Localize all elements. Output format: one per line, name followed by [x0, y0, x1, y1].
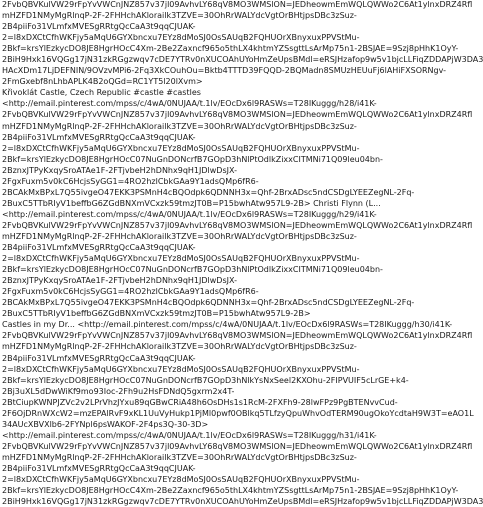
text-line: 2FmGxebf8nLhbAPLK4B2oQGd=RC1YT5l20lXvm>	[2, 77, 203, 87]
link-continuation-line[interactable]: mHZFD1NMyMgRlnqP-2F-2FHHchAKlorailk3TZVE=30OhRrWALYdcVgtOrBHtjpsDBc3zSuz-	[2, 452, 357, 462]
link-continuation-line[interactable]: mHZFD1NMyMgRlnqP-2F-2FHHchAKlorailk3TZVE=30OhRrWALYdcVgtOrBHtjpsDBc3zSuz-	[2, 121, 357, 131]
link-continuation-line[interactable]: 2FvbQBVKulVW29rFpYvVWCnJNZ857v37jl09AvhvLY68qV8MO3WMSlON=JEDheowmEmWQLQWWo2C6At1ylnxDRZ4Rfl	[2, 331, 473, 341]
link-continuation-line[interactable]: 2=l8xDXCtCfhWKFjy5aMqU6GYXbncxu7EYz8dMoSJ0OsSAUqB2FQHUOrXBnyxuxPPVStMu-	[2, 364, 360, 374]
link-continuation-line[interactable]: 2B4piiFo31VLmfxMVESgRRtgQcCaA3t9qqCJUAK-	[2, 22, 196, 32]
link-continuation-line[interactable]: 2BCAkMxBPxL7Q55ivgeO47EKK3PSMnH4cBQOdpk6QDNNH3x=Qhf-2BrxADsc5ndCSDgLYEEZegNL-2Fq-	[2, 298, 415, 308]
link-continuation-line[interactable]: 2B4piiFo31VLmfxMVESgRRtgQcCaA3t9qqCJUAK-	[2, 463, 196, 473]
link-continuation-line[interactable]: HAcXDm17LjDEFNIN/9OVzvMPi6-2Fq3XkCOuhOu=Bktb4TTTD39FQQD-2BQMadn8SMUzHEUuFj6lAHiFXSORNgv-	[2, 66, 447, 76]
link-continuation-line[interactable]: 2=l8xDXCtCfhWKFjy5aMqU6GYXbncxu7EYz8dMoSJ0OsSAUqB2FQHUOrXBnyxuxPPVStMu-	[2, 475, 360, 485]
link-continuation-line[interactable]: 2FvbQBVKulVW29rFpYvVWCnJNZ857v37jl09AvhvLY68qV8MO3WMSlON=JEDheowmEmWQLQWWo2C6At1ylnxDRZ4Rfl	[2, 110, 473, 120]
link-line[interactable]: <http://email.pinterest.com/mpss/c/4wA/0NUJAA/t.1lv/EOcDx6l9RASWs=T28IKuggg/h31/i41K-	[2, 430, 377, 440]
link-continuation-line[interactable]: 2FvbQBVKulVW29rFpYvVWCnJNZ857v37jl09AvhvLY68qV8MO3WMSlON=JEDheowmEmWQLQWWo2C6At1ylnxDRZ4Rfl	[2, 220, 473, 230]
link-continuation-line[interactable]: 2Bkf=krsYlEzkycDO8JE8HgrHOcC4Xm-2Be2Zaxncf965o5thLX4khtmYZSsgttLsArMp75n1-2BSJAE=9Szj8pHhK1OyY-	[2, 486, 459, 496]
text-line: 2BiH9Hxk16VQGg17jN31zkRGgzwqv7cDE7YTRv0nXUCOAhUYoHmZeUpsBMdl=eRSJHzafop9w5v1bjcLLFiqZDDAPjW3DA3	[2, 55, 483, 65]
link-continuation-line[interactable]: mHZFD1NMyMgRlnqP-2F-2FHHchAKlorailk3TZVE=30OhRrWALYdcVgtOrBHtjpsDBc3zSuz-	[2, 231, 357, 241]
text-line: 2BuxC5TTbRIyV1beffbG6ZGdBNXmVCxzk59tmzJT0B=P15bwhAtw957L9-2B> Christi Flynn (L...	[2, 198, 381, 208]
link-continuation-line[interactable]: 2BznxJTPyKxqySroATAe1F-2FTjvbeH2hDNhx9qH1JDlwDsJX-	[2, 165, 237, 175]
link-continuation-line[interactable]: 2B4piiFo31VLmfxMVESgRRtgQcCaA3t9qqCJUAK-	[2, 353, 196, 363]
link-continuation-line[interactable]: 2B4piiFo31VLmfxMVESgRRtgQcCaA3t9qqCJUAK-	[2, 243, 196, 253]
link-continuation-line[interactable]: 2Bkf=krsYlEzkycDO8JE8HgrHOcC07NuGnDONcrfB7GOpD3hNlPtOdlkZixxCITMNi71Q09leu04bn-	[2, 154, 383, 164]
link-continuation-line[interactable]: 2FgxFuxm5v0kC6HcjsSyGG1=4RO2hzlCbkGAa9Y1adsQMp6fR6-	[2, 287, 259, 297]
link-continuation-line[interactable]: 2Bkf=krsYlEzkycDO8JE8HgrHOcC07NuGnDONcrfB7GOpD3hNlPtOdlkZixxCITMNi71Q09leu04bn-	[2, 265, 383, 275]
link-line[interactable]: <http://email.pinterest.com/mpss/c/4wA/0NUJAA/t.1lv/EOcDx6l9RASWs=T28IKuggg/h28/i41K-	[2, 99, 377, 109]
link-line[interactable]: Castles in my Dr... <http://email.pinterest.com/mpss/c/4wA/0NUJAA/t.1lv/EOcDx6l9RASWs=T28IKuggg/h30/i41K-	[2, 320, 453, 330]
link-continuation-line[interactable]: 2=l8xDXCtCfhWKFjy5aMqU6GYXbncxu7EYz8dMoSJ0OsSAUqB2FQHUOrXBnyxuxPPVStMu-	[2, 33, 360, 43]
link-continuation-line[interactable]: 34AUcXBVXlb6-2FYNpl6psWAKOF-2F4ps3Q-30-3D>	[2, 419, 209, 429]
link-continuation-line[interactable]: 2Bkf=krsYlEzkycDO8JE8HgrHOcC4Xm-2Be2Zaxncf965o5thLX4khtmYZSsgttLsArMp75n1-2BSJAE=9Szj8pHhK1OyY-	[2, 44, 459, 54]
pin-caption-line: Křivoklát Castle, Czech Republic #castle #castles	[2, 88, 201, 98]
link-continuation-line[interactable]: 2=l8xDXCtCfhWKFjy5aMqU6GYXbncxu7EYz8dMoSJ0OsSAUqB2FQHUOrXBnyxuxPPVStMu-	[2, 143, 360, 153]
link-continuation-line[interactable]: 2BCAkMxBPxL7Q55ivgeO47EKK3PSMnH4cBQOdpk6QDNNH3x=Qhf-2BrxADsc5ndCSDgLYEEZegNL-2Fq-	[2, 187, 415, 197]
link-continuation-line[interactable]: 2FvbQBVKulVW29rFpYvVWCnJNZ857v37jl09AvhvLY68qV8MO3WMSlON=JEDheowmEmWQLQWWo2C6At1ylnxDRZ4Rfl	[2, 441, 473, 451]
link-continuation-line[interactable]: 2Bkf=krsYlEzkycDO8JE8HgrHOcC07NuGnDONcrfB7GOpD3hNlkYsNxSeel2KXOhu-2FIPVUIF5cLrGE+k4-	[2, 375, 409, 385]
link-line[interactable]: <http://email.pinterest.com/mpss/c/4wA/0NUJAA/t.1lv/EOcDx6l9RASWs=T28IKuggg/h29/i41K-	[2, 209, 377, 219]
link-continuation-line[interactable]: 2BuxC5TTbRIyV1beffbG6ZGdBNXmVCxzk59tmzJT0B=P15bwhAtw957L9-2B>	[2, 309, 311, 319]
text-line: 2FvbQBVKulVW29rFpYvVWCnJNZ857v37jl09AvhvLY68qV8MO3WMSlON=JEDheowmEmWQLQWWo2C6At1ylnxDRZ4Rfl	[2, 0, 473, 9]
link-continuation-line[interactable]: 2=l8xDXCtCfhWKFjy5aMqU6GYXbncxu7EYz8dMoSJ0OsSAUqB2FQHUOrXBnyxuxPPVStMu-	[2, 254, 360, 264]
link-continuation-line[interactable]: 2Bj3uXL5dDwWiKf9mo93Ioc-2Fh9u2HsFDNdQ5gxrm2x4T-	[2, 386, 235, 396]
text-line: 2F6OjDRnWXcW2=mzEPAlRvF9xKL1UuVyHukp1PjMl0pwf0OBlkq5TLfzyQpuWhvOdTERM90ugOkoYcdtaH9W3T=eAO1L	[2, 408, 474, 418]
link-continuation-line[interactable]: 2B4piiFo31VLmfxMVESgRRtgQcCaA3t9qqCJUAK-	[2, 132, 196, 142]
link-continuation-line[interactable]: mHZFD1NMyMgRlnqP-2F-2FHHchAKlorailk3TZVE=30OhRrWALYdcVgtOrBHtjpsDBc3zSuz-	[2, 11, 357, 21]
link-continuation-line[interactable]: 2BznxJTPyKxqySroATAe1F-2FTjvbeH2hDNhx9qH1JDlwDsJX-	[2, 276, 237, 286]
link-continuation-line[interactable]: mHZFD1NMyMgRlnqP-2F-2FHHchAKlorailk3TZVE=30OhRrWALYdcVgtOrBHtjpsDBc3zSuz-	[2, 342, 357, 352]
link-continuation-line[interactable]: 2FgxFuxm5v0kC6HcjsSyGG1=4RO2hzlCbkGAa9Y1adsQMp6fR6-	[2, 176, 259, 186]
document-body	[2, 0, 483, 507]
link-continuation-line[interactable]: 2BtCiupKWNPJZVc2v2LPrVhzJYxu89qGBwCRiA48h6OsDHs1s1RcM-2FXFh9-28lwFPz9PgBTENvvCud-	[2, 397, 398, 407]
text-line: 2BiH9Hxk16VQGg17jN31zkRGgzwqv7cDE7YTRv0nXUCOAhUYoHmZeUpsBMdl=eRSJHzafop9w5v1bjcLLFiqZDDAPjW3DA3	[2, 497, 483, 507]
